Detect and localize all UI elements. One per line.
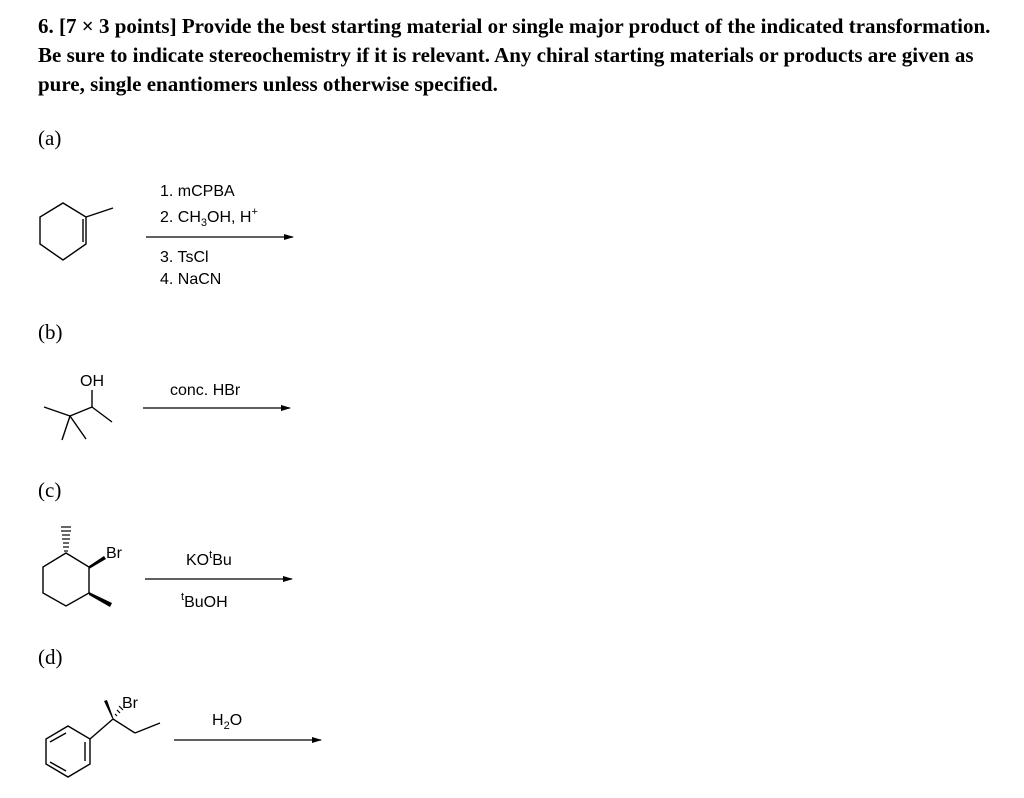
part-c-label: (c) (38, 478, 62, 502)
molecule-c (43, 553, 89, 606)
molecule-1-methylcyclohexene (40, 203, 113, 260)
reagent-a1: 1. mCPBA (160, 183, 235, 200)
part-a-label: (a) (38, 126, 62, 150)
part-d-label: (d) (38, 645, 63, 669)
question-instructions: Provide the best starting material or single major product of the indicated transformation. Be sure to indicate stereochemistry if it is relevant. Any chiral starting materials or products are given as pure, single enantiomers unless otherwise specified. (38, 14, 991, 96)
reagent-b1: conc. HBr (170, 382, 241, 399)
reagent-d1: $H_2O$ (212, 712, 243, 732)
hashed-methyl-c (61, 527, 71, 551)
question-number: 6. (38, 14, 54, 38)
wedge-bond-methyl-d (104, 700, 114, 720)
reagent-a3: 3. TsCl (160, 249, 209, 266)
molecule-b (44, 390, 112, 440)
part-b-label: (b) (38, 320, 63, 344)
part-a-reagents (160, 183, 258, 288)
molecule-c-br: Br (106, 545, 122, 562)
molecule-d-benzene (46, 726, 90, 777)
molecule-d-chain (90, 719, 160, 739)
reagent-c1: $KO^tBu$ (186, 549, 232, 569)
reagent-a2: 2. $CH_3OH$, H+ (160, 206, 258, 229)
wedge-bond-br (89, 556, 106, 569)
molecule-d-br: Br (122, 695, 138, 712)
question-points: [7 × 3 points] (59, 14, 177, 38)
reagent-a4: 4. NaCN (160, 271, 222, 288)
wedge-bond-methyl (89, 592, 112, 607)
molecule-b-oh: OH (80, 373, 104, 390)
reagent-c2: $^t$BuOH (181, 591, 228, 611)
